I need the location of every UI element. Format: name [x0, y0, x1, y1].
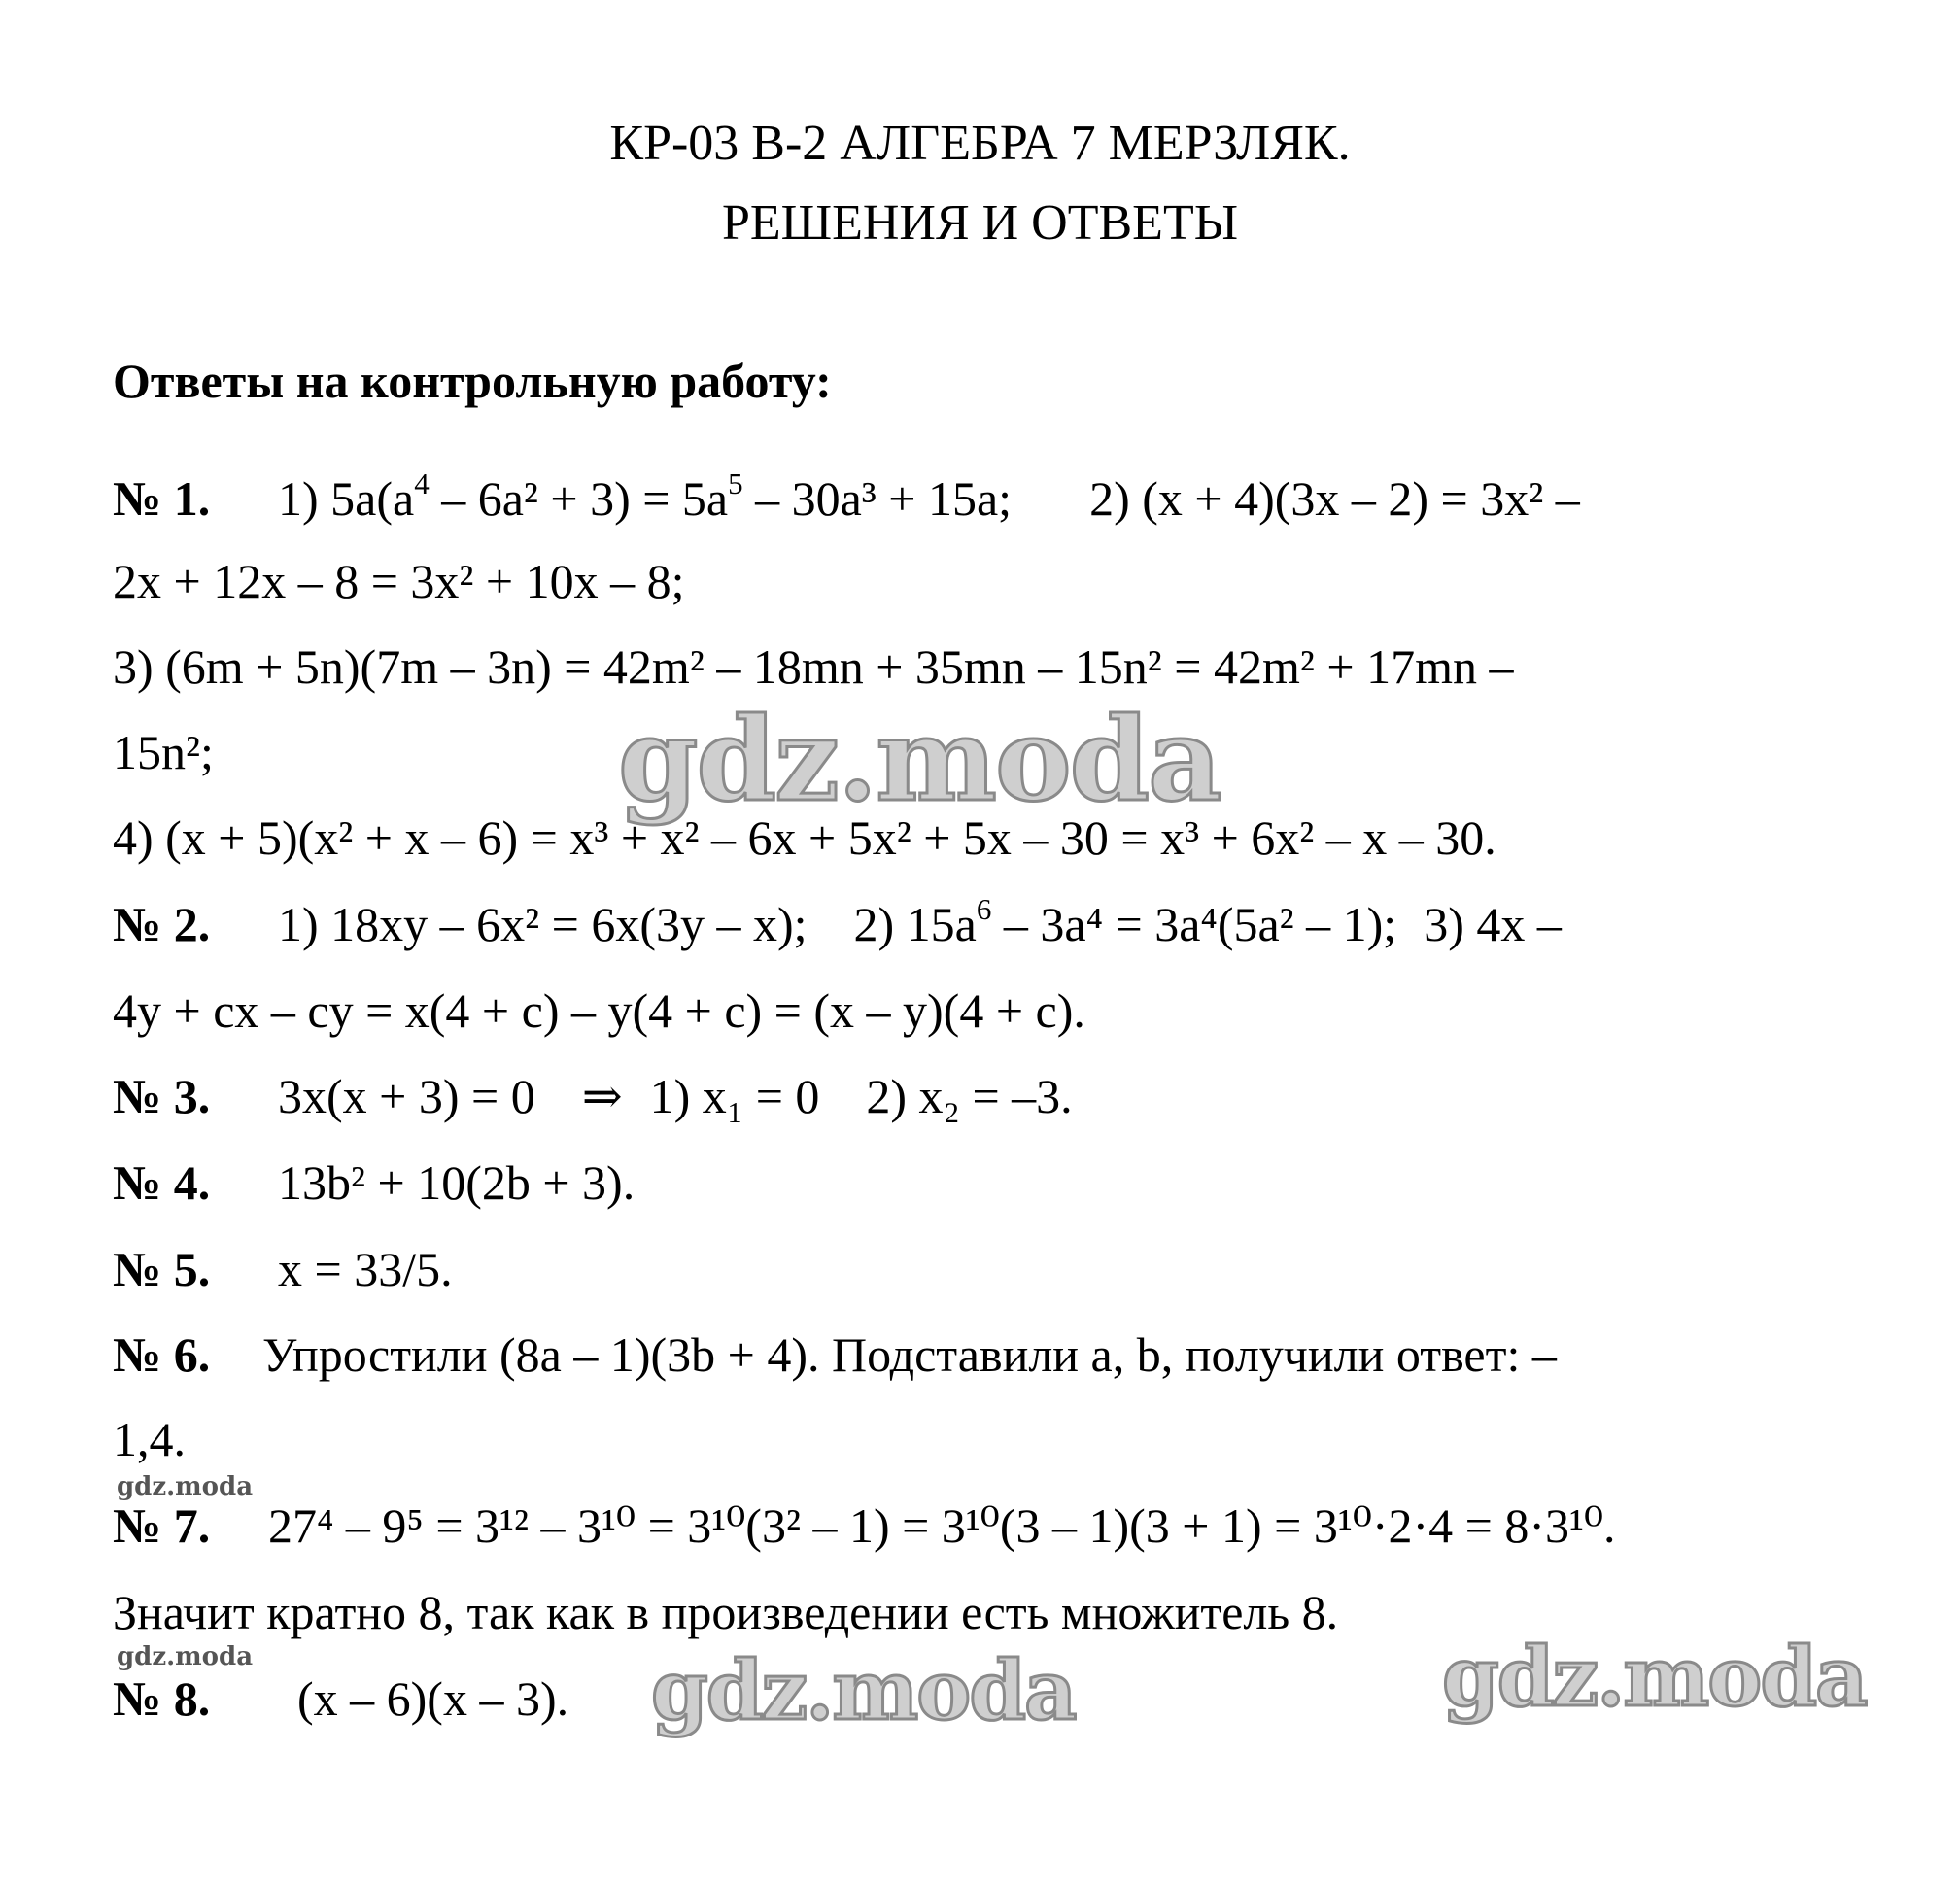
answer-4-label: № 4. — [113, 1155, 211, 1210]
answer-2-line-1 — [113, 891, 1562, 953]
answer-5-line — [113, 1240, 453, 1298]
watermark-large: gdz.moda — [618, 692, 1221, 827]
answer-1-part-3: 3) (6m + 5n)(7m – 3n) = 42m² – 18mn + 35mn – 15n² = 42m² + 17mn – — [113, 639, 1514, 694]
answer-4-text: 13b² + 10(2b + 3). — [278, 1155, 636, 1210]
answer-3-line — [113, 1067, 1073, 1125]
answer-4-line — [113, 1153, 635, 1212]
answer-1-line-2: 2x + 12x – 8 = 3x² + 10x – 8; — [113, 554, 685, 608]
answer-7-line-1 — [113, 1496, 1616, 1555]
answer-7-label: № 7. — [113, 1498, 211, 1553]
answer-3-equation: 3x(x + 3) = 0 — [278, 1069, 535, 1123]
answer-2-part-2: 2) $15a^6 - 3a^4 = 3a^4(5a^2 - 1)$; — [853, 891, 1397, 951]
answer-6-line-2: 1,4. — [113, 1412, 186, 1466]
answer-1-line-1 — [113, 465, 1580, 528]
answer-8-label: № 8. — [113, 1671, 211, 1726]
answer-2-part-3: 3) 4x – — [1424, 897, 1562, 951]
watermark-small: gdz.moda — [117, 1472, 254, 1501]
answer-3-root-2: 2) x₂ = –3. — [866, 1069, 1073, 1123]
answer-1-part-4: 4) (x + 5)(x² + x – 6) = x³ + x² – 6x + 5x² + 5x – 30 = x³ + 6x² – x – 30. — [113, 810, 1496, 865]
answer-6-text: Упростили (8a – 1)(3b + 4). Подставили a, b, получили ответ: – — [262, 1327, 1557, 1382]
watermark-medium: gdz.moda — [1442, 1629, 1867, 1725]
document-title: КР-03 В-2 АЛГЕБРА 7 МЕРЗЛЯК. — [609, 116, 1351, 171]
answer-1-line-4: 15n²; — [113, 725, 214, 779]
answer-2-line-2: 4y + cx – cy = x(4 + c) – y(4 + c) = (x – y)(4 + c). — [113, 983, 1085, 1038]
answer-3-label: № 3. — [113, 1069, 211, 1123]
answers-heading: Ответы на контрольную работу: — [113, 354, 832, 408]
answer-5-label: № 5. — [113, 1242, 211, 1296]
answer-6-line-1 — [113, 1325, 1557, 1384]
document-subtitle: РЕШЕНИЯ И ОТВЕТЫ — [721, 195, 1239, 251]
answer-7-text: 27⁴ – 9⁵ = 3¹² – 3¹⁰ = 3¹⁰(3² – 1) = 3¹⁰(3 – 1)(3 + 1) = 3¹⁰·2·4 = 8·3¹⁰. — [268, 1498, 1616, 1553]
answer-3-root-1: 1) x₁ = 0 — [649, 1069, 820, 1123]
answer-7-line-2: Значит кратно 8, так как в произведении есть множитель 8. — [113, 1585, 1339, 1639]
watermark-small: gdz.moda — [117, 1642, 254, 1671]
answer-8-text: (x – 6)(x – 3). — [297, 1671, 569, 1726]
answer-5-text: x = 33/5. — [278, 1242, 453, 1296]
answer-8-line — [113, 1669, 568, 1728]
implies-arrow: ⇒ — [581, 1069, 623, 1123]
answer-1-part-2: 2) (x + 4)(3x – 2) = 3x² – — [1089, 471, 1580, 526]
answer-2-part-1: 1) 18xy – 6x² = 6x(3y – x); — [278, 897, 808, 951]
answer-6-label: № 6. — [113, 1327, 211, 1382]
answer-1-part-1: 1) $5a(a^4 - 6a^2 + 3) = 5a^5 - 30a^3 + 15a$; — [278, 465, 1013, 526]
watermark-medium: gdz.moda — [651, 1642, 1076, 1738]
answer-2-label: № 2. — [113, 897, 211, 951]
answer-1-label: № 1. — [113, 471, 211, 526]
